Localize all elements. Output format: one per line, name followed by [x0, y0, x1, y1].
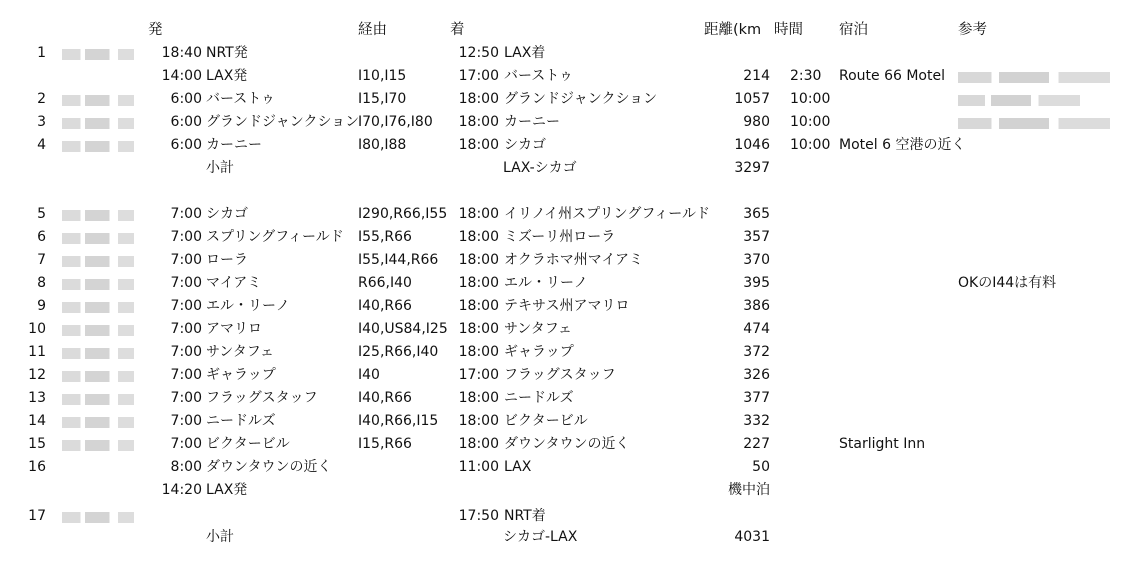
redacted-note	[958, 118, 1110, 129]
arrival-place: LAX-シカゴ	[503, 160, 577, 176]
row-number: 13	[28, 390, 46, 406]
distance-km: 4031	[734, 529, 770, 545]
departure-time: 7:00	[170, 390, 202, 406]
route-via: I55,I44,R66	[358, 252, 439, 268]
table-row	[0, 272, 1133, 295]
departure-place: バーストゥ	[206, 91, 275, 107]
departure-place: LAX発	[206, 482, 248, 498]
departure-time: 7:00	[170, 298, 202, 314]
route-via: I40,R66	[358, 390, 412, 406]
distance-km: 377	[743, 390, 770, 406]
redacted-name	[62, 440, 134, 451]
table-row	[0, 249, 1133, 272]
arrival-place: ギャラップ	[504, 344, 574, 360]
departure-time: 18:40	[161, 45, 202, 61]
arrival-place: サンタフェ	[504, 321, 573, 337]
distance-km: 365	[743, 206, 770, 222]
redacted-name	[62, 394, 134, 405]
row-number: 3	[37, 114, 46, 130]
route-via: I55,R66	[358, 229, 412, 245]
distance-km: 1057	[734, 91, 770, 107]
table-row	[0, 318, 1133, 341]
arrival-place: グランドジャンクション	[504, 91, 658, 107]
table-row	[0, 387, 1133, 410]
route-via: I290,R66,I55	[358, 206, 448, 222]
redacted-name	[62, 325, 134, 336]
row-number: 4	[37, 137, 46, 153]
table-row	[0, 479, 1133, 502]
arrival-time: 18:00	[458, 114, 499, 130]
redacted-name	[62, 279, 134, 290]
departure-place: ニードルズ	[206, 413, 276, 429]
row-number: 5	[37, 206, 46, 222]
drive-time: 10:00	[790, 91, 831, 107]
redacted-note	[958, 95, 1080, 106]
arrival-place: ミズーリ州ローラ	[504, 229, 616, 245]
header-time: 時間	[773, 19, 803, 42]
table-row	[0, 157, 1133, 180]
departure-time: 7:00	[170, 436, 202, 452]
row-number: 10	[28, 321, 46, 337]
departure-place: マイアミ	[206, 275, 262, 291]
departure-time: 14:00	[161, 68, 202, 84]
lodging: Route 66 Motel	[839, 68, 945, 84]
table-row	[0, 226, 1133, 249]
departure-time: 7:00	[170, 413, 202, 429]
arrival-time: 18:00	[458, 206, 499, 222]
arrival-place: NRT着	[504, 508, 546, 524]
arrival-time: 12:50	[458, 45, 499, 61]
departure-place: ローラ	[206, 252, 248, 268]
distance-km: 214	[743, 68, 770, 84]
departure-time: 8:00	[170, 459, 202, 475]
distance-km: 980	[743, 114, 770, 130]
redacted-name	[62, 95, 134, 106]
departure-time: 14:20	[161, 482, 202, 498]
arrival-time: 18:00	[458, 436, 499, 452]
redacted-name	[62, 141, 134, 152]
table-row	[0, 410, 1133, 433]
arrival-time: 18:00	[458, 252, 499, 268]
departure-time: 7:00	[170, 344, 202, 360]
departure-place: ダウンタウンの近く	[206, 459, 332, 475]
arrival-time: 18:00	[458, 344, 499, 360]
departure-time: 6:00	[170, 137, 202, 153]
table-row	[0, 134, 1133, 157]
redacted-name	[62, 49, 134, 60]
departure-time: 7:00	[170, 367, 202, 383]
departure-place: LAX発	[206, 68, 248, 84]
arrival-place: カーニー	[504, 114, 560, 130]
header-note: 参考	[958, 22, 987, 38]
table-row	[0, 433, 1133, 456]
distance-km: 3297	[734, 160, 770, 176]
arrival-time: 18:00	[458, 275, 499, 291]
departure-place: フラッグスタッフ	[206, 390, 318, 406]
row-number: 1	[37, 45, 46, 61]
distance-km: 1046	[734, 137, 770, 153]
table-row	[0, 42, 1133, 65]
header-depart: 発	[148, 22, 163, 38]
drive-time: 2:30	[790, 68, 822, 84]
departure-time: 7:00	[170, 321, 202, 337]
route-via: I15,R66	[358, 436, 412, 452]
redacted-name	[62, 233, 134, 244]
redacted-name	[62, 512, 134, 523]
redacted-name	[62, 302, 134, 313]
arrival-place: テキサス州アマリロ	[504, 298, 630, 314]
redacted-name	[62, 371, 134, 382]
redacted-name	[62, 118, 134, 129]
distance-km: 395	[743, 275, 770, 291]
redacted-note	[958, 72, 1110, 83]
redacted-name	[62, 417, 134, 428]
row-number: 6	[37, 229, 46, 245]
row-number: 12	[28, 367, 46, 383]
departure-time: 7:00	[170, 252, 202, 268]
departure-place: グランドジャンクション	[206, 114, 360, 130]
departure-place: 小計	[206, 160, 234, 176]
arrival-time: 17:00	[458, 68, 499, 84]
arrival-place: シカゴ-LAX	[503, 529, 578, 545]
redacted-name	[62, 348, 134, 359]
arrival-place: オクラホマ州マイアミ	[504, 252, 644, 268]
arrival-time: 17:50	[458, 508, 499, 524]
arrival-place: バーストゥ	[504, 68, 573, 84]
distance-km: 370	[743, 252, 770, 268]
header-row	[0, 19, 1133, 42]
departure-place: NRT発	[206, 45, 248, 61]
departure-time: 7:00	[170, 275, 202, 291]
route-via: I40,R66	[358, 298, 412, 314]
table-row	[0, 203, 1133, 226]
departure-place: カーニー	[206, 137, 262, 153]
lodging: Starlight Inn	[839, 436, 926, 452]
arrival-time: 18:00	[458, 413, 499, 429]
header-via: 経由	[358, 22, 387, 38]
arrival-time: 18:00	[458, 91, 499, 107]
redacted-name	[62, 210, 134, 221]
redacted-name	[62, 256, 134, 267]
distance-km: 326	[743, 367, 770, 383]
table-row	[0, 111, 1133, 134]
header-distance: 距離(km	[704, 22, 762, 38]
arrival-place: ビクタービル	[504, 413, 588, 429]
arrival-place: LAX着	[504, 45, 546, 61]
arrival-time: 18:00	[458, 390, 499, 406]
distance-km: 386	[743, 298, 770, 314]
arrival-place: フラッグスタッフ	[504, 367, 616, 383]
drive-time: 10:00	[790, 137, 831, 153]
table-row	[0, 526, 1133, 549]
header-arrive: 着	[450, 22, 465, 38]
row-number: 2	[37, 91, 46, 107]
route-via: I25,R66,I40	[358, 344, 439, 360]
arrival-time: 18:00	[458, 229, 499, 245]
table-row	[0, 65, 1133, 88]
arrival-time: 18:00	[458, 321, 499, 337]
arrival-time: 18:00	[458, 137, 499, 153]
row-number: 16	[28, 459, 46, 475]
distance-km: 227	[743, 436, 770, 452]
note: OKのI44は有料	[958, 275, 1057, 291]
departure-place: ビクタービル	[206, 436, 290, 452]
distance-km: 357	[743, 229, 770, 245]
arrival-time: 18:00	[458, 298, 499, 314]
table-row	[0, 341, 1133, 364]
header-lodging: 宿泊	[839, 22, 868, 38]
departure-place: 小計	[206, 529, 234, 545]
row-number: 15	[28, 436, 46, 452]
arrival-place: ニードルズ	[504, 390, 574, 406]
table-row	[0, 505, 1133, 528]
departure-place: エル・リーノ	[206, 298, 290, 314]
departure-time: 6:00	[170, 91, 202, 107]
row-number: 11	[28, 344, 46, 360]
arrival-place: ダウンタウンの近く	[504, 436, 630, 452]
departure-place: アマリロ	[206, 321, 262, 337]
distance-km: 50	[752, 459, 770, 475]
table-row	[0, 88, 1133, 111]
row-number: 8	[37, 275, 46, 291]
route-via: I10,I15	[358, 68, 407, 84]
arrival-place: LAX	[504, 459, 532, 475]
table-row	[0, 456, 1133, 479]
distance-km: 372	[743, 344, 770, 360]
route-via: I40	[358, 367, 380, 383]
table-row	[0, 364, 1133, 387]
row-number: 14	[28, 413, 46, 429]
lodging: Motel 6 空港の近く	[839, 137, 966, 153]
route-via: I70,I76,I80	[358, 114, 433, 130]
departure-time: 6:00	[170, 114, 202, 130]
row-number: 7	[37, 252, 46, 268]
route-via: R66,I40	[358, 275, 412, 291]
row-number: 9	[37, 298, 46, 314]
route-via: I15,I70	[358, 91, 407, 107]
departure-place: シカゴ	[206, 206, 248, 222]
arrival-place: イリノイ州スプリングフィールド	[504, 206, 710, 222]
route-via: I40,R66,I15	[358, 413, 439, 429]
departure-place: サンタフェ	[206, 344, 275, 360]
distance-km: 332	[743, 413, 770, 429]
route-via: I40,US84,I25	[358, 321, 448, 337]
departure-place: スプリングフィールド	[206, 229, 344, 245]
departure-time: 7:00	[170, 206, 202, 222]
arrival-place: シカゴ	[504, 137, 546, 153]
route-via: I80,I88	[358, 137, 407, 153]
arrival-time: 11:00	[458, 459, 499, 475]
drive-time: 10:00	[790, 114, 831, 130]
distance-km: 機中泊	[728, 482, 770, 498]
arrival-place: エル・リーノ	[504, 275, 588, 291]
table-row	[0, 295, 1133, 318]
row-number: 17	[28, 508, 46, 524]
departure-time: 7:00	[170, 229, 202, 245]
arrival-time: 17:00	[458, 367, 499, 383]
departure-place: ギャラップ	[206, 367, 276, 383]
distance-km: 474	[743, 321, 770, 337]
